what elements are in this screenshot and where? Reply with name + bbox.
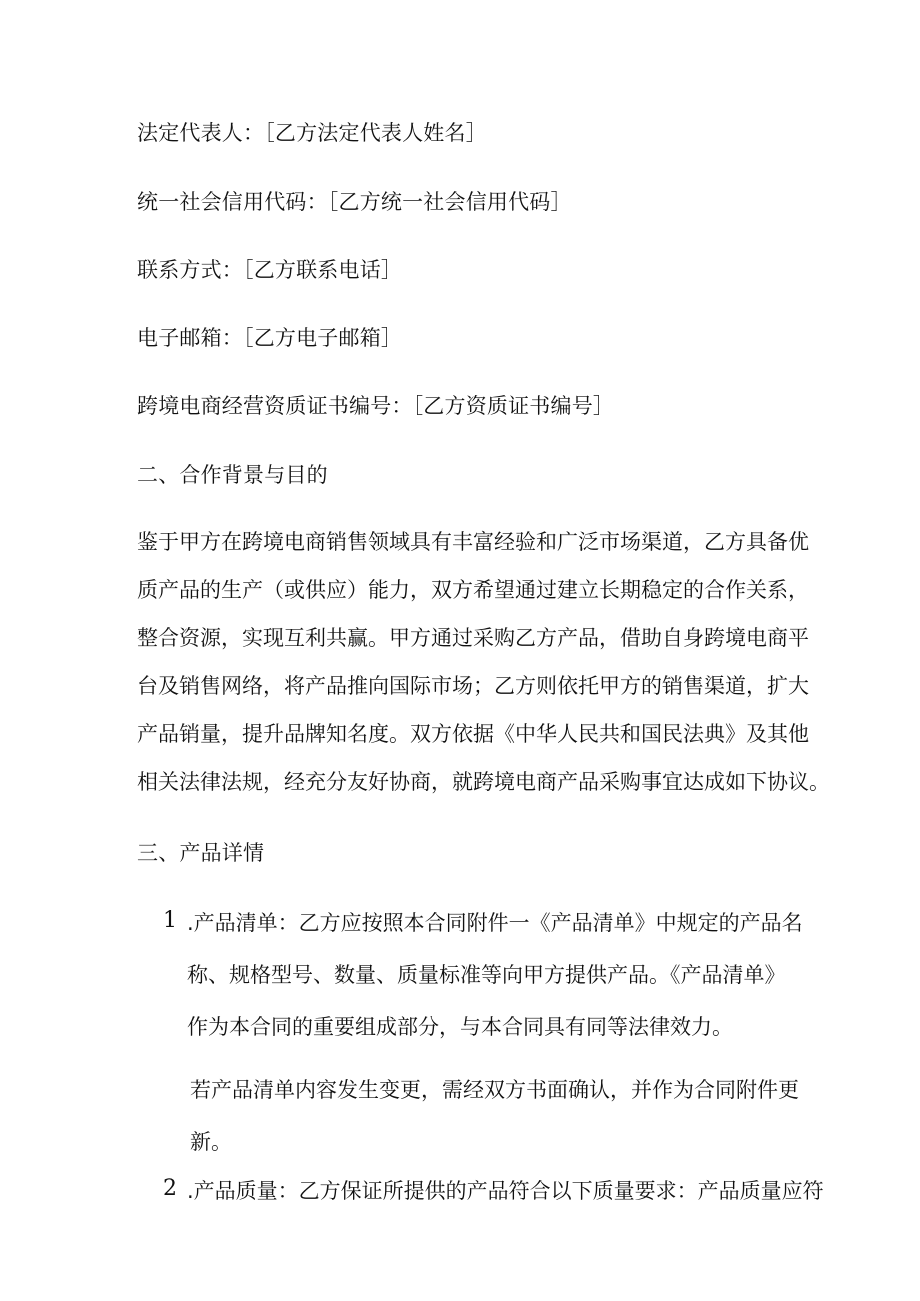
paragraph-line: 鉴于甲方在跨境电商销售领域具有丰富经验和广泛市场渠道，乙方具备优 <box>137 530 809 554</box>
certificate-number-line: 跨境电商经营资质证书编号：［乙方资质证书编号］ <box>137 394 615 418</box>
list-item-line: .产品质量：乙方保证所提供的产品符合以下质量要求：产品质量应符 <box>187 1179 824 1203</box>
sub-paragraph-line: 若产品清单内容发生变更，需经双方书面确认，并作为合同附件更 <box>190 1078 799 1102</box>
paragraph-line: 相关法律法规，经充分友好协商，就跨境电商产品采购事宜达成如下协议。 <box>137 770 830 794</box>
contact-line: 联系方式：［乙方联系电话］ <box>137 258 403 282</box>
list-item-number: 2 <box>163 1176 177 1201</box>
section-2-heading: 二、合作背景与目的 <box>137 463 328 487</box>
email-line: 电子邮箱：［乙方电子邮箱］ <box>137 326 403 350</box>
legal-representative-line: 法定代表人：［乙方法定代表人姓名］ <box>137 121 487 145</box>
section-3-heading: 三、产品详情 <box>137 841 265 865</box>
paragraph-line: 质产品的生产（或供应）能力，双方希望通过建立长期稳定的合作关系， <box>137 578 809 602</box>
list-item-1-sub-paragraph <box>190 1064 800 1168</box>
paragraph-line: 产品销量，提升品牌知名度。双方依据《中华人民共和国民法典》及其他 <box>137 722 809 746</box>
list-item-number: 1 <box>163 908 177 933</box>
list-item-line: 称、规格型号、数量、质量标准等向甲方提供产品。《产品清单》 <box>187 963 786 987</box>
list-item-line: 作为本合同的重要组成部分，与本合同具有同等法律效力。 <box>187 1015 733 1039</box>
list-item-body <box>187 897 803 1053</box>
credit-code-line: 统一社会信用代码：［乙方统一社会信用代码］ <box>137 190 572 214</box>
paragraph-line: 整合资源，实现互利共赢。甲方通过采购乙方产品，借助自身跨境电商平 <box>137 626 809 650</box>
section-2-paragraph <box>137 518 830 806</box>
list-item-line: .产品清单：乙方应按照本合同附件一《产品清单》中规定的产品名 <box>187 911 803 935</box>
list-item-body <box>187 1165 824 1217</box>
paragraph-line: 台及销售网络，将产品推向国际市场；乙方则依托甲方的销售渠道，扩大 <box>137 674 809 698</box>
sub-paragraph-line: 新。 <box>190 1130 232 1154</box>
